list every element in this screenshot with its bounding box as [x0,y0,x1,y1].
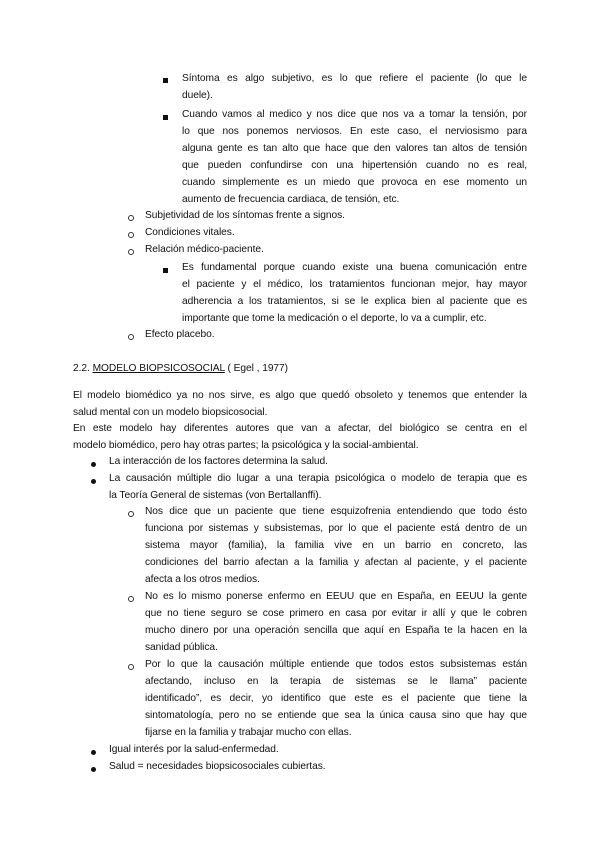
circle-bullet-icon [128,246,134,260]
text-line: adherencia a los tratamientos, si se le explica bien al paciente que es [182,296,527,307]
heading-reference: ( Egel , 1977) [227,363,289,374]
text-line: Subjetividad de los síntomas frente a signos. [145,210,345,221]
text-line: Condiciones vitales. [145,227,235,238]
text-line: alguna gente es tan alto que hace que den valores tan altos de tensión [182,143,527,154]
paragraph-line: salud mental con un modelo biopsicosocial. [73,407,268,418]
text-line: que no tiene seguro se cose primero en casa por evitar ir allí y que le cobren [145,608,527,619]
text-line: la Teoría General de sistemas (von Bertallanffi). [109,490,322,501]
text-line: Salud = necesidades biopsicosociales cubiertas. [109,761,326,772]
text-line: sistema mayor (familia), la familia vive en un barrio en concreto, las [145,540,527,551]
text-line: cuando simplemente es un miedo que provoca en ese momento un [182,177,527,188]
paragraph-line: En este modelo hay diferentes autores que van a afectar, del biológico se centra en el [73,423,527,434]
circle-bullet-icon [128,229,134,243]
circle-bullet-icon [128,331,134,345]
text-line: identificado”, es decir, yo identifico que este es el paciente que tiene la [145,693,527,704]
circle-bullet-icon [128,593,134,607]
text-line: La causación múltiple dio lugar a una terapia psicológica o modelo de terapia que es [109,473,527,484]
text-line: fijarse en la familia y trabajar mucho con ellas. [145,727,352,738]
text-line: duele). [182,90,213,101]
text-line: sintomatología, pero no se entiende que sea la única causa sino que hay que [145,710,527,721]
text-line: Relación médico-paciente. [145,244,264,255]
text-line: funciona por sistemas y subsistemas, por lo que el paciente está dentro de un [145,523,527,534]
text-line: aumento de frecuencia cardiaca, de tensión, etc. [182,194,400,205]
text-line: No es lo mismo ponerse enfermo en EEUU que en España, en EEUU la gente [145,591,527,602]
circle-bullet-icon [128,212,134,226]
text-line: sanidad pública. [145,642,218,653]
text-line: Síntoma es algo subjetivo, es lo que refiere el paciente (lo que le [182,73,527,84]
text-line: Es fundamental porque cuando existe una buena comunicación entre [182,262,527,273]
text-line: Cuando vamos al medico y nos dice que nos va a tomar la tensión, por [182,109,527,120]
text-line: condiciones del barrio afectan a la familia y afectan al paciente, y el paciente [145,557,527,568]
dot-bullet-icon [91,763,96,777]
section-heading [73,362,288,376]
text-line: lo que nos ponemos nerviosos. En este caso, el nerviosismo para [182,126,527,137]
text-line: Por lo que la causación múltiple entiende que todos estos subsistemas están [145,659,527,670]
text-line: La interacción de los factores determina la salud. [109,456,328,467]
dot-bullet-icon [91,458,96,472]
circle-bullet-icon [128,661,134,675]
text-line: afecta a los otros medios. [145,574,260,585]
paragraph-line: modelo biomédico, pero hay otras partes; la psicológica y la social-ambiental. [73,440,419,451]
square-bullet-icon [163,264,168,278]
circle-bullet-icon [128,508,134,522]
dot-bullet-icon [91,475,96,489]
square-bullet-icon [163,74,168,88]
text-line: importante que tome la medicación o el deporte, lo va a cumplir, etc. [182,313,487,324]
text-line: Efecto placebo. [145,329,215,340]
dot-bullet-icon [91,746,96,760]
square-bullet-icon [163,111,168,125]
text-line: Igual interés por la salud-enfermedad. [109,744,279,755]
heading-number: 2.2. [73,363,90,374]
text-line: mucho dinero por una operación sencilla que aquí en España te la hacen en la [145,625,527,636]
text-line: que pueden confundirse con una hipertensión cuando no es real, [182,160,527,171]
paragraph-line: El modelo biomédico ya no nos sirve, es algo que quedó obsoleto y tenemos que entender la [73,390,527,401]
text-line: afectando, incluso en la terapia de sistemas se le llama” paciente [145,676,527,687]
text-line: Nos dice que un paciente que tiene esquizofrenia entendiendo que todo ésto [145,506,527,517]
text-line: el paciente y el médico, los tratamientos funcionan mejor, hay mayor [182,279,527,290]
heading-title: MODELO BIOPSICOSOCIAL [92,363,225,374]
